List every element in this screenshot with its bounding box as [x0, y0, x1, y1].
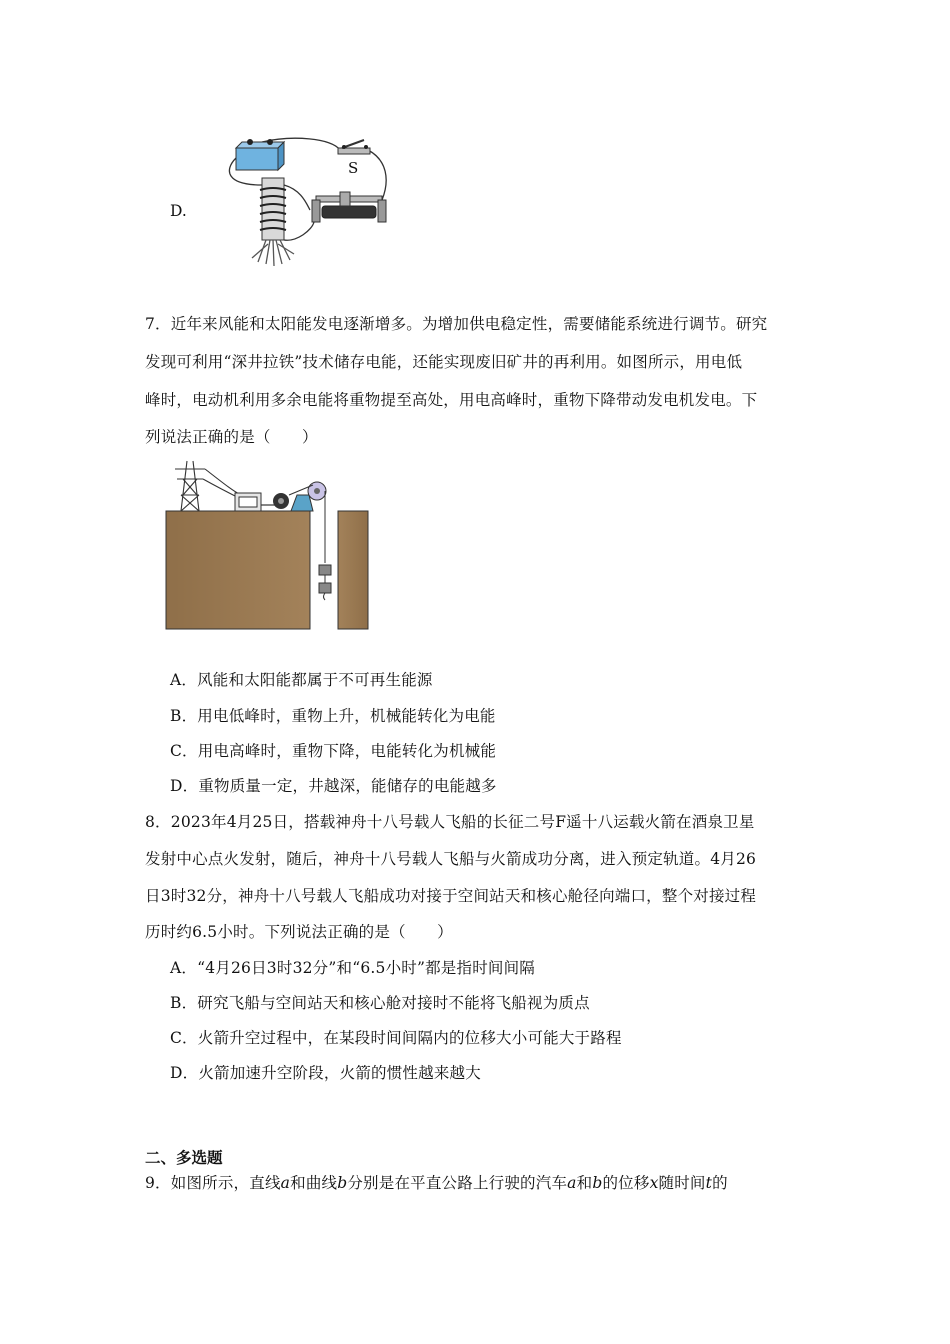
power-tower-icon [175, 461, 241, 511]
q7-option-d: D．重物质量一定，井越深，能储存的电能越多 [170, 777, 497, 795]
q9-var-b2: b [592, 1174, 603, 1192]
q9-var-a2: a [567, 1174, 577, 1192]
q9-text-3: 分别是在平直公路上行驶的汽车 [347, 1174, 568, 1192]
q6-option-d-label: D. [170, 202, 187, 220]
electromagnet-icon [252, 178, 294, 266]
q9-text-7: 的 [712, 1174, 728, 1192]
q9-text-1: 9．如图所示，直线 [145, 1174, 281, 1192]
q7-option-c: C．用电高峰时，重物下降，电能转化为机械能 [170, 742, 497, 760]
q9-text-6: 随时间 [658, 1174, 706, 1192]
switch-label: S [348, 159, 359, 177]
q9-stem-line-1 [145, 1171, 728, 1193]
q7-stem-line-4: 列说法正确的是（ ） [145, 428, 318, 446]
q6-circuit-figure [222, 130, 392, 270]
section-title: 二、多选题 [145, 1148, 223, 1167]
q7-stem-line-3: 峰时，电动机利用多余电能将重物提至高处，用电高峰时，重物下降带动发电机发电。下 [145, 391, 758, 409]
q7-option-a: A．风能和太阳能都属于不可再生能源 [170, 671, 433, 689]
q8-option-a: A．“4月26日3时32分”和“6.5小时”都是指时间间隔 [170, 959, 536, 977]
q8-stem-line-2: 发射中心点火发射，随后，神舟十八号载人飞船与火箭成功分离，进入预定轨道。4月26 [145, 850, 757, 868]
q9-text-4: 和 [576, 1174, 593, 1192]
pulley-icon [289, 482, 326, 511]
q9-text-2: 和曲线 [290, 1174, 338, 1192]
q7-stem-line-1: 7．近年来风能和太阳能发电逐渐增多。为增加供电稳定性，需要储能系统进行调节。研究 [145, 315, 768, 333]
q8-option-b: B．研究飞船与空间站天和核心舱对接时不能将飞船视为质点 [170, 994, 590, 1012]
q9-text-5: 的位移 [602, 1174, 650, 1192]
q9-var-a: a [280, 1174, 291, 1192]
q7-stem-line-2: 发现可利用“深井拉铁”技术储存电能，还能实现废旧矿井的再利用。如图所示，用电低 [145, 353, 743, 371]
ground-left [166, 511, 310, 629]
q8-stem-line-4: 历时约6.5小时。下列说法正确的是（ ） [145, 923, 453, 941]
q9-var-b: b [337, 1174, 348, 1192]
q8-option-c: C．火箭升空过程中，在某段时间间隔内的位移大小可能大于路程 [170, 1029, 622, 1047]
battery-icon [236, 139, 284, 170]
rheostat-icon [312, 192, 386, 222]
q9-var-t: t [705, 1174, 713, 1192]
weight-icon [319, 565, 331, 600]
q8-option-d: D．火箭加速升空阶段，火箭的惯性越来越大 [170, 1064, 481, 1082]
generator-icon [235, 493, 289, 511]
q7-option-b: B．用电低峰时，重物上升，机械能转化为电能 [170, 707, 496, 725]
q8-stem-line-3: 日3时32分，神舟十八号载人飞船成功对接于空间站天和核心舱径向端口，整个对接过程 [145, 887, 757, 905]
ground-right [338, 511, 368, 629]
q7-mine-figure [163, 455, 373, 633]
q9-var-x: x [649, 1174, 659, 1192]
q8-stem-line-1: 8．2023年4月25日，搭载神舟十八号载人飞船的长征二号F遥十八运载火箭在酒泉卫星 [145, 813, 755, 831]
switch-icon [338, 140, 370, 154]
